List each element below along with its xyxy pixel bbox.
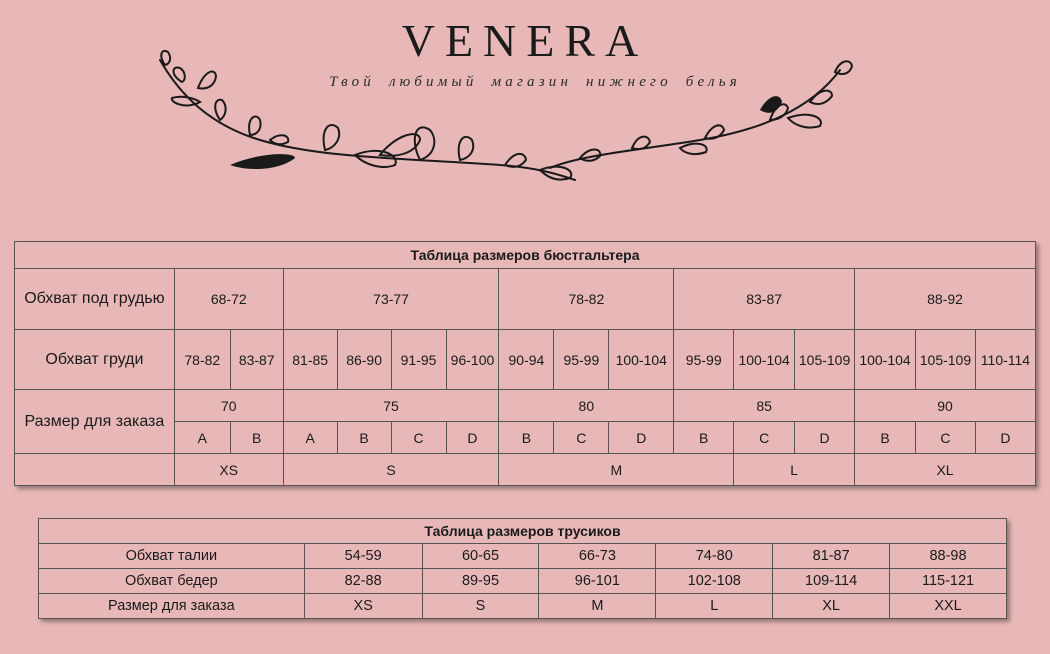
waist-label: Обхват талии xyxy=(39,544,305,569)
table-row xyxy=(39,594,1007,619)
waist-cell: 54-59 xyxy=(304,544,422,569)
underbust-cell: 88-92 xyxy=(855,269,1036,330)
order-size-label: Размер для заказа xyxy=(39,594,305,619)
bust-cell: 96-100 xyxy=(446,330,499,390)
brand-name: VENERA xyxy=(401,15,649,66)
letter-size-cell: XS xyxy=(174,454,283,486)
cup-cell: C xyxy=(554,422,609,454)
brand-tagline: Твой любимый магазин нижнего белья xyxy=(329,74,741,90)
bust-cell: 91-95 xyxy=(391,330,446,390)
order-size-cell: XS xyxy=(304,594,422,619)
hips-cell: 102-108 xyxy=(656,569,773,594)
bust-cell: 86-90 xyxy=(337,330,391,390)
waist-cell: 74-80 xyxy=(656,544,773,569)
order-size-label: Размер для заказа xyxy=(15,390,175,454)
bust-cell: 95-99 xyxy=(554,330,609,390)
waist-cell: 88-98 xyxy=(890,544,1007,569)
hips-cell: 89-95 xyxy=(422,569,539,594)
cup-cell: C xyxy=(734,422,795,454)
cup-cell: A xyxy=(174,422,230,454)
cup-cell: B xyxy=(337,422,391,454)
cup-cell: D xyxy=(609,422,674,454)
letter-size-cell: L xyxy=(734,454,855,486)
cup-cell: C xyxy=(915,422,975,454)
underbust-cell: 83-87 xyxy=(674,269,855,330)
bust-cell: 100-104 xyxy=(855,330,916,390)
hips-label: Обхват бедер xyxy=(39,569,305,594)
hips-cell: 115-121 xyxy=(890,569,1007,594)
cup-cell: D xyxy=(795,422,855,454)
table-row xyxy=(39,544,1007,569)
underbust-cell: 68-72 xyxy=(174,269,283,330)
cup-cell: B xyxy=(230,422,283,454)
letter-size-cell: XL xyxy=(855,454,1036,486)
band-cell: 70 xyxy=(174,390,283,422)
order-size-cell: S xyxy=(422,594,539,619)
bust-cell: 90-94 xyxy=(499,330,554,390)
band-cell: 75 xyxy=(283,390,499,422)
cup-cell: B xyxy=(499,422,554,454)
bust-cell: 105-109 xyxy=(915,330,975,390)
cup-cell: B xyxy=(674,422,734,454)
empty-cell xyxy=(15,454,175,486)
band-cell: 85 xyxy=(674,390,855,422)
letter-size-cell: M xyxy=(499,454,734,486)
underbust-cell: 73-77 xyxy=(283,269,499,330)
cup-cell: B xyxy=(855,422,916,454)
order-size-cell: M xyxy=(539,594,656,619)
waist-cell: 81-87 xyxy=(773,544,890,569)
letter-size-cell: S xyxy=(283,454,499,486)
hips-cell: 96-101 xyxy=(539,569,656,594)
band-cell: 80 xyxy=(499,390,674,422)
underbust-label: Обхват под грудью xyxy=(15,269,175,330)
bra-table-title: Таблица размеров бюстгальтера xyxy=(15,242,1036,269)
band-cell: 90 xyxy=(855,390,1036,422)
bust-cell: 110-114 xyxy=(975,330,1035,390)
bust-cell: 100-104 xyxy=(734,330,795,390)
order-size-cell: XL xyxy=(773,594,890,619)
bust-cell: 105-109 xyxy=(795,330,855,390)
laurel-branch-icon xyxy=(120,40,900,200)
table-row xyxy=(39,569,1007,594)
hips-cell: 82-88 xyxy=(304,569,422,594)
hips-cell: 109-114 xyxy=(773,569,890,594)
waist-cell: 60-65 xyxy=(422,544,539,569)
cup-cell: A xyxy=(283,422,337,454)
waist-cell: 66-73 xyxy=(539,544,656,569)
bust-cell: 83-87 xyxy=(230,330,283,390)
bust-cell: 81-85 xyxy=(283,330,337,390)
cup-cell: C xyxy=(391,422,446,454)
bust-cell: 95-99 xyxy=(674,330,734,390)
order-size-cell: L xyxy=(656,594,773,619)
cup-cell: D xyxy=(975,422,1035,454)
bust-cell: 78-82 xyxy=(174,330,230,390)
panties-size-table xyxy=(38,518,1007,619)
bust-cell: 100-104 xyxy=(609,330,674,390)
bust-label: Обхват груди xyxy=(15,330,175,390)
cup-cell: D xyxy=(446,422,499,454)
panties-table-title: Таблица размеров трусиков xyxy=(39,519,1007,544)
bra-size-table xyxy=(14,241,1036,486)
order-size-cell: XXL xyxy=(890,594,1007,619)
underbust-cell: 78-82 xyxy=(499,269,674,330)
